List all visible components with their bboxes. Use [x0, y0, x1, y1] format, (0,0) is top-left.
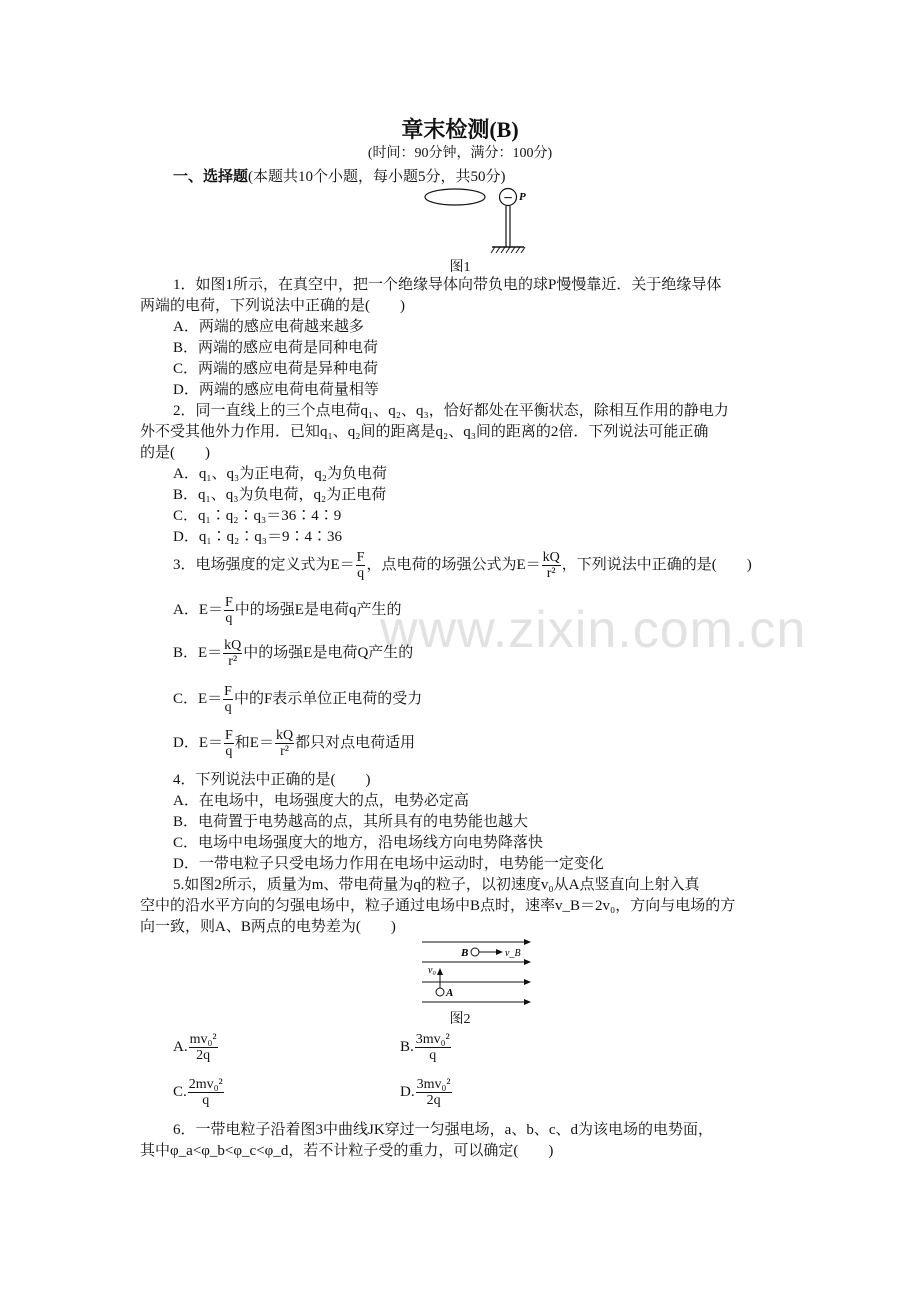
q2-option-c: C．q₁∶q₂∶q₃＝36∶4∶9	[173, 508, 342, 524]
frac-kQ-over-r2: $\frac{kQ}{\text{r²}}$	[224, 638, 242, 669]
figure-1	[420, 183, 540, 255]
frac-kQ-over-r2: $\frac{kQ}{\text{r²}}$	[275, 728, 294, 759]
watermark: www.zixin.com.cn	[380, 601, 807, 659]
q1-line1: 1．如图1所示，在真空中，把一个绝缘导体向带负电的球P慢慢靠近．关于绝缘导体	[173, 277, 722, 293]
q4-option-b: B．电荷置于电势越高的点，其所具有的电势能也越大	[173, 814, 529, 830]
ball-label: P	[519, 191, 526, 203]
q5-option-c: C. $\frac{\text{2mv₀²}}{q}$	[173, 1077, 223, 1108]
q1-option-b: B．两端的感应电荷是同种电荷	[173, 340, 379, 356]
q2-line1: 2．同一直线上的三个点电荷q₁、q₂、q₃，恰好都处在平衡状态，除相互作用的静电力	[173, 403, 729, 419]
q5-line2: 空中的沿水平方向的匀强电场中，粒子通过电场中B点时，速率v_B＝2v₀，方向与电场的方	[140, 898, 736, 914]
q4-stem: 4．下列说法中正确的是( )	[173, 772, 371, 788]
q2-option-a: A．q₁、q₃为正电荷，q₂为负电荷	[173, 466, 388, 482]
q3-option-d: D．E＝ $\frac{F}{q}$ 和E＝ $\frac{kQ}{\text{r²}}$ 都只对点电荷适用	[173, 728, 416, 759]
frac-F-over-q: $\frac{F}{q}$	[224, 684, 232, 715]
q2-option-d: D．q₁∶q₂∶q₃＝9∶4∶36	[173, 529, 343, 545]
figure-1-caption: 图1	[449, 260, 471, 275]
ball-charge: −	[502, 190, 514, 205]
figure-2-caption: 图2	[449, 1012, 471, 1027]
q5-option-a: A. $\frac{\text{mv₀²}}{2q}$	[173, 1032, 217, 1063]
exam-info: (时间：90分钟，满分：100分)	[367, 146, 553, 161]
figure-2	[420, 938, 535, 1008]
q3-stem-p3: ，下列说法中正确的是( )	[561, 556, 752, 573]
q4-option-a: A．在电场中，电场强度大的点，电势必定高	[173, 793, 469, 809]
section-head: 一、选择题	[173, 169, 249, 185]
q5-line1: 5.如图2所示，质量为m、带电荷量为q的粒子，以初速度v₀从A点竖直向上射入真	[173, 877, 700, 893]
frac-F-over-q: $\frac{F}{q}$	[225, 595, 233, 626]
point-a	[436, 988, 444, 996]
q3-stem-p2: ，点电荷的场强公式为E＝	[366, 556, 541, 573]
point-b-label: B	[461, 947, 469, 959]
vb-label: v_B	[505, 948, 521, 959]
point-a-label: A	[446, 987, 454, 999]
q1-option-c: C．两端的感应电荷是异种电荷	[173, 361, 379, 377]
q5-line3: 向一致，则A、B两点的电势差为( )	[140, 919, 396, 935]
q5-option-d: D. $\frac{\text{3mv₀²}}{2q}$	[400, 1077, 451, 1108]
q3-option-b: B．E＝ $\frac{kQ}{\text{r²}}$ 中的场强E是电荷Q产生的	[173, 638, 414, 669]
q1-line2: 两端的电荷，下列说法中正确的是( )	[140, 298, 405, 314]
frac-F-over-q: $\frac{F}{q}$	[356, 550, 365, 581]
section-note: (本题共10个小题，每小题5分，共50分)	[248, 169, 506, 185]
q4-option-c: C．电场中电场强度大的地方，沿电场线方向电势降落快	[173, 835, 544, 851]
q3-option-a: A．E＝ $\frac{F}{q}$ 中的场强E是电荷q产生的	[173, 595, 402, 626]
q1-option-a: A．两端的感应电荷越来越多	[173, 319, 364, 335]
q6-line1: 6．一带电粒子沿着图3中曲线JK穿过一匀强电场，a、b、c、d为该电场的电势面，	[173, 1122, 713, 1138]
conductor-ellipse	[425, 189, 485, 205]
q2-line2: 外不受其他外力作用．已知q₁、q₂间的距离是q₂、q₃间的距离的2倍．下列说法可能正确	[140, 424, 709, 440]
q5-option-b: B. $\frac{\text{3mv₀²}}{q}$	[400, 1032, 450, 1063]
q6-line2: 其中φ_a<φ_b<φ_c<φ_d，若不计粒子受的重力，可以确定( )	[140, 1143, 554, 1159]
q1-option-d: D．两端的感应电荷电荷量相等	[173, 382, 379, 398]
frac-F-over-q: $\frac{F}{q}$	[225, 728, 233, 759]
q4-option-d: D．一带电粒子只受电场力作用在电场中运动时，电势能一定变化	[173, 856, 604, 872]
point-b	[471, 948, 479, 956]
q3-stem-p1: 3．电场强度的定义式为E＝	[173, 556, 355, 573]
v0-label: v₀	[428, 965, 436, 976]
q3-option-c: C．E＝ $\frac{F}{q}$ 中的F表示单位正电荷的受力	[173, 684, 423, 715]
q2-line3: 的是( )	[140, 445, 210, 461]
q2-option-b: B．q₁、q₃为负电荷，q₂为正电荷	[173, 487, 387, 503]
q3-stem	[173, 550, 752, 581]
page-title: 章末检测(B)	[401, 117, 519, 142]
frac-kQ-over-r2: $\frac{kQ}{\text{r²}}$	[542, 550, 560, 581]
